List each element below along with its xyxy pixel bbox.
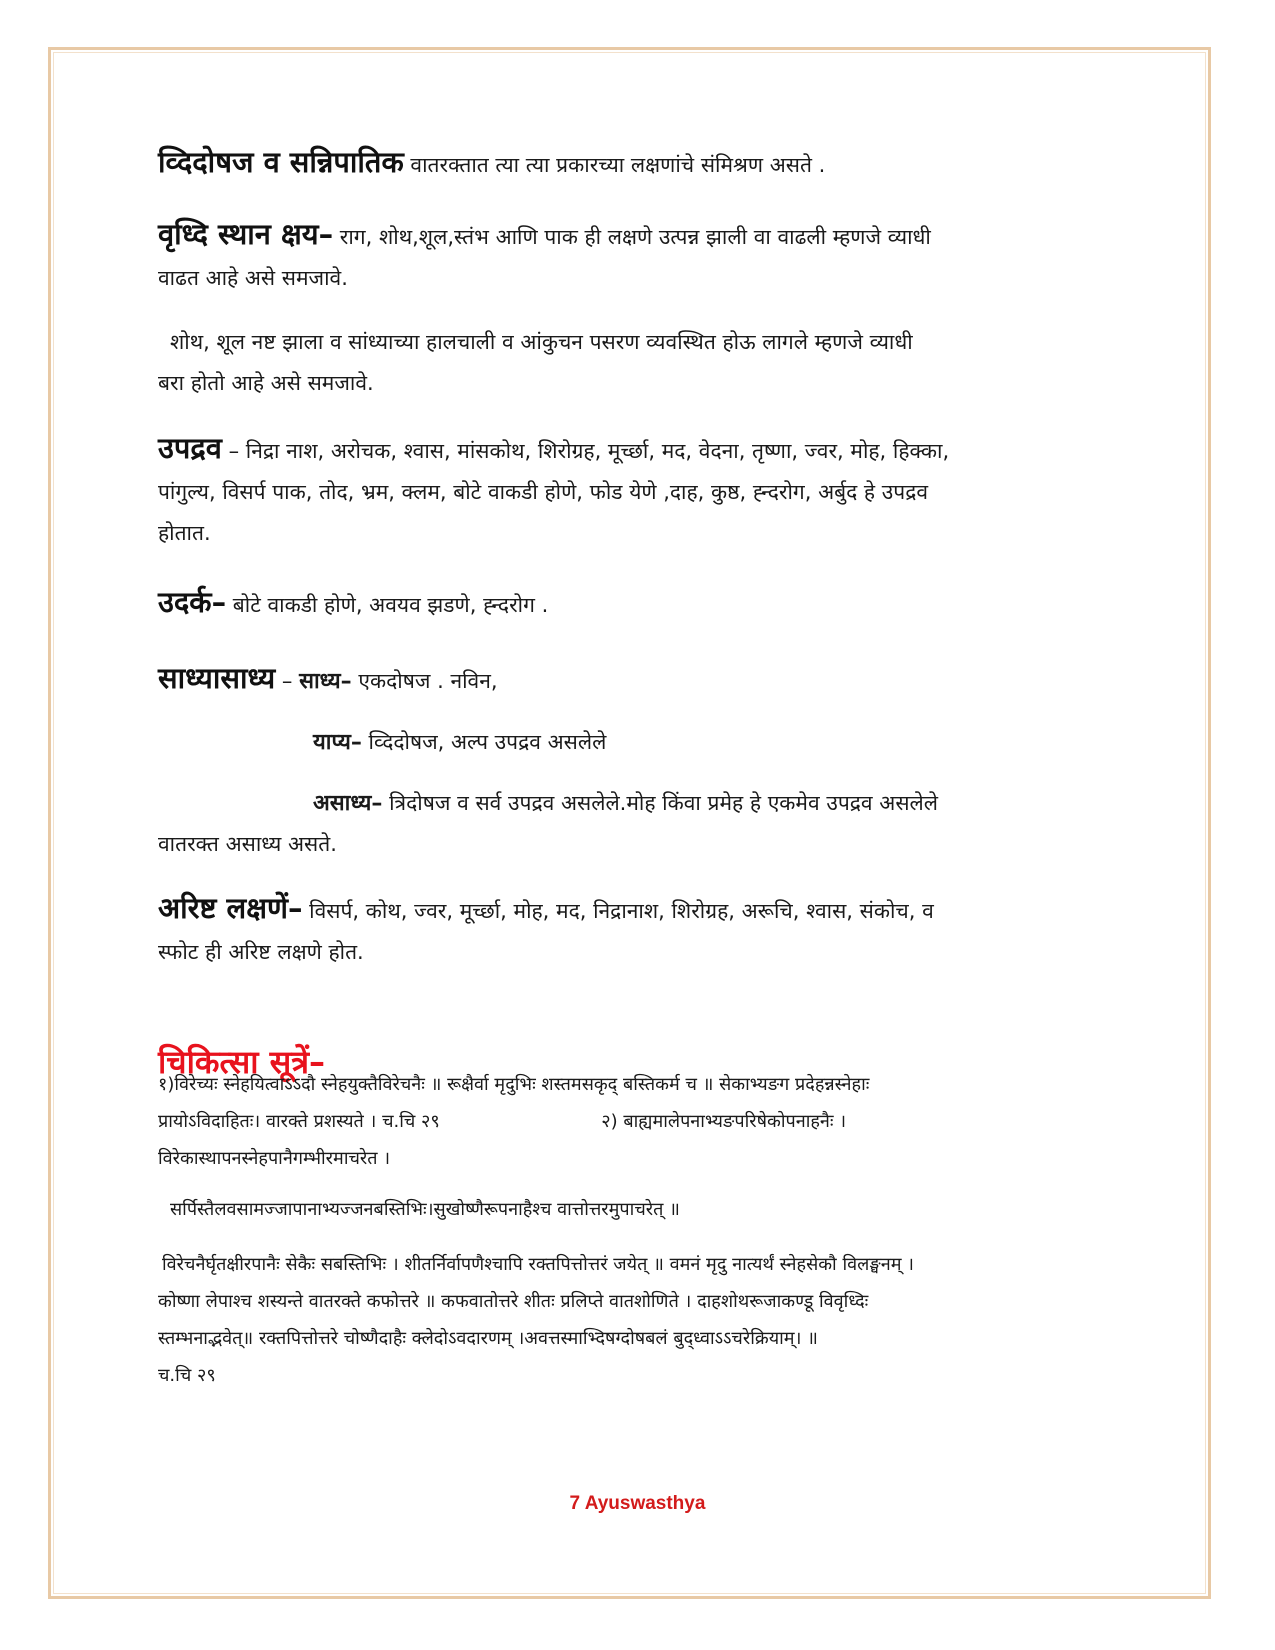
vriddhi-text-1: राग, शोथ,शूल,स्तंभ आणि पाक ही लक्षणे उत्पन्न झाली वा वाढली म्हणजे व्याधी [339,225,931,249]
vriddhi-paragraph [158,214,1078,299]
chikitsa-line-5: विरेचनैर्घृतक्षीरपानैः सेकैः सबस्तिभिः । शीतर्निर्वापणैश्चापि रक्तपित्तोत्तरं जयेत् ॥ वमनं मृदु नात्यर्थं स्नेहसेकौ विलङ्घनम् । [162,1254,915,1275]
asadhya-text-1: त्रिदोषज व सर्व उपद्रव असलेले.मोह किंवा प्रमेह हे एकमेव उपद्रव असलेले [389,791,938,815]
chikitsa-line-1: १)विरेच्यः स्नेहयित्वाऽऽदौ स्नेहयुक्तैविरेचनैः ॥ रूक्षैर्वा मृदुभिः शस्तमसकृद् बस्तिकर्म च ॥ सेकाभ्यङग प्रदेहन्नस्नेहाः [158,1074,870,1095]
dvidoshaj-text: वातरक्तात त्या त्या प्रकारच्या लक्षणांचे संमिश्रण असते . [410,153,826,177]
upadrava-line-3: होतात. [158,521,211,545]
vriddhi-line-1 [158,214,1078,258]
upadrava-paragraph [158,428,1078,554]
sadhya-text: एकदोषज . नविन, [358,669,498,693]
yapya-text: व्दिदोषज, अल्प उपद्रव असलेले [368,730,607,754]
chikitsa-verse-2 [158,1191,1078,1228]
shotha-line-2: बरा होतो आहे असे समजावे. [158,371,374,395]
asadhya-paragraph [158,783,1078,865]
vriddhi-heading: वृध्दि स्थान क्षय– [158,217,334,251]
chikitsa-verse-3 [158,1246,1078,1394]
yapya-label: याप्य– [313,730,362,755]
dvidoshaj-heading: व्दिदोषज व सन्निपातिक [158,145,404,179]
upadrava-line-2: पांगुल्य, विसर्प पाक, तोद, भ्रम, क्लम, बोटे वाकडी होणे, फोड येणे ,दाह, कुष्ठ, ह्न्दरोग, अर्बुद हे उपद्रव [158,480,929,504]
chikitsa-line-2a: प्रायोऽविदाहितः। वारक्ते प्रशस्यते । च.चि २९ [158,1111,440,1132]
chikitsa-line-6: कोष्णा लेपाश्च शस्यन्ते वातरक्ते कफोत्तरे ॥ कफवातोत्तरे शीतः प्रलिप्ते वातशोणिते । दाहशोथरूजाकण्डू विवृध्दिः [158,1291,869,1312]
udarka-paragraph [158,582,1078,626]
upadrava-text-1: – निद्रा नाश, अरोचक, श्वास, मांसकोथ, शिरोग्रह, मूर्च्छा, मद, वेदना, तृष्णा, ज्वर, मोह, हिक्का, [228,439,950,463]
arishta-line-2: स्फोट ही अरिष्ट लक्षणे होत. [158,940,364,964]
sadhyasadhya-heading: साध्यासाध्य [158,661,276,695]
udarka-text: बोटे वाकडी होणे, अवयव झडणे, ह्न्दरोग . [232,593,549,617]
chikitsa-line-8: च.चि २९ [158,1365,216,1386]
sadhyasadhya-dash: – [281,669,293,693]
udarka-heading: उदर्क– [158,585,227,619]
asadhya-label: असाध्य– [313,791,383,816]
chikitsa-heading: चिकित्सा सूत्रें– [158,1043,325,1081]
sadhya-label: साध्य– [299,669,352,694]
chikitsa-line-4: सर्पिस्तैलवसामज्जापानाभ्यज्जनबस्तिभिः।सुखोष्णैरूपनाहैश्च वात्तोत्तरमुपाचरेत् ॥ [170,1199,680,1220]
shotha-paragraph [158,322,1078,404]
upadrava-heading: उपद्रव [158,431,222,465]
vriddhi-line-2: वाढत आहे असे समजावे. [158,266,348,290]
page-footer: 7 Ayuswasthya [569,1493,706,1514]
sadhyasadhya-line [158,658,1078,702]
chikitsa-line-3: विरेकास्थापनस्नेहपानैगम्भीरमाचरेत । [158,1148,391,1169]
arishta-heading: अरिष्ट लक्षणें– [158,891,303,925]
chikitsa-line-2b: २) बाह्यमालेपनाभ्यङपरिषेकोपनाहनैः । [601,1111,847,1132]
shotha-line-1: शोथ, शूल नष्ट झाला व सांध्याच्या हालचाली व आंकुचन पसरण व्यवस्थित होऊ लागले म्हणजे व्याधी [170,330,913,354]
arishta-line-1 [158,888,1078,932]
asadhya-line-1 [158,783,1078,824]
yapya-line [313,722,1073,763]
arishta-paragraph [158,888,1078,973]
upadrava-line-1 [158,428,1078,472]
chikitsa-line-7: स्तम्भनाद्भवेत्॥ रक्तपित्तोत्तरे चोष्णैदाहैः क्लेदोऽवदारणम् ।अवत्तस्माभ्दिषग्दोषबलं बुद्ध्वाऽऽचरेक्रियाम्। ॥ [158,1328,818,1349]
dvidoshaj-paragraph [158,142,1078,186]
arishta-text-1: विसर्प, कोथ, ज्वर, मूर्च्छा, मोह, मद, निद्रानाश, शिरोग्रह, अरूचि, श्वास, संकोच, व [309,899,934,923]
chikitsa-verse-1 [158,1066,1078,1177]
chikitsa-line-2 [158,1103,1078,1140]
asadhya-line-2: वातरक्त असाध्य असते. [158,832,337,856]
